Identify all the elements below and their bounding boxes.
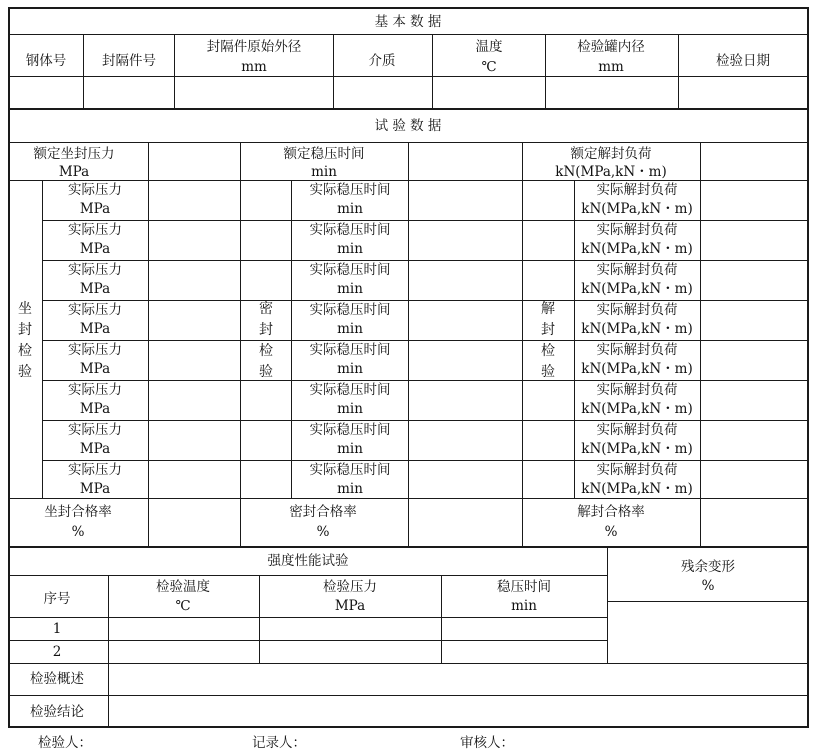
rule-horizontal: [8, 575, 608, 576]
actual-pressure: 实际压力: [68, 182, 122, 198]
actual-release-load-unit: kN(MPa,kN・m): [581, 281, 693, 297]
actual-release-load: 实际解封负荷: [596, 462, 678, 478]
actual-pressure-unit: MPa: [79, 201, 111, 217]
col-hold-time: 稳压时间: [497, 579, 551, 595]
actual-pressure-unit: MPa: [79, 401, 111, 417]
actual-hold-time: 实际稳压时间: [309, 182, 391, 198]
rule-horizontal: [8, 640, 608, 641]
actual-pressure-unit: MPa: [79, 481, 111, 497]
actual-pressure: 实际压力: [68, 462, 122, 478]
actual-hold-time-unit: min: [337, 361, 363, 377]
vertical-label-char: 封: [541, 322, 555, 338]
residual-deformation-unit: %: [701, 578, 715, 594]
col-tank-diameter: 检验罐内径: [577, 39, 645, 55]
rule-horizontal: [42, 380, 809, 381]
rule-vertical: [8, 7, 10, 727]
actual-hold-time-unit: min: [337, 481, 363, 497]
col-sequence-number: 序号: [43, 591, 71, 607]
actual-hold-time: 实际稳压时间: [309, 422, 391, 438]
test-conclusion-label: 检验结论: [30, 704, 84, 720]
actual-pressure: 实际压力: [68, 422, 122, 438]
test-overview-label: 检验概述: [30, 671, 84, 687]
col-test-temperature-unit: ℃: [175, 598, 191, 614]
actual-release-load: 实际解封负荷: [596, 222, 678, 238]
actual-pressure: 实际压力: [68, 382, 122, 398]
rule-vertical: [522, 142, 523, 547]
actual-release-load: 实际解封负荷: [596, 422, 678, 438]
seal-pass-rate: 坐封合格率: [44, 504, 112, 520]
actual-release-load: 实际解封负荷: [596, 382, 678, 398]
col-spacer-od: 封隔件原始外径: [206, 39, 302, 55]
rule-vertical: [291, 180, 292, 499]
actual-hold-time: 实际稳压时间: [309, 462, 391, 478]
rule-vertical: [607, 546, 608, 664]
rule-vertical: [574, 180, 575, 499]
actual-pressure: 实际压力: [68, 222, 122, 238]
col-test-temperature: 检验温度: [156, 579, 210, 595]
reviewer-label: 审核人：: [460, 735, 514, 751]
tight-pass-rate: 密封合格率: [289, 504, 357, 520]
actual-pressure: 实际压力: [68, 302, 122, 318]
rated-hold-time: 额定稳压时间: [283, 146, 365, 162]
actual-hold-time-unit: min: [337, 201, 363, 217]
vertical-label-char: 坐: [18, 301, 32, 317]
col-steel-number: 钢体号: [25, 53, 67, 69]
vertical-label-char: 检: [259, 343, 273, 359]
col-tank-diameter-unit: mm: [598, 59, 624, 75]
rule-horizontal: [8, 76, 809, 77]
rule-horizontal: [8, 695, 809, 696]
rule-horizontal: [8, 7, 809, 9]
actual-release-load: 实际解封负荷: [596, 342, 678, 358]
actual-hold-time-unit: min: [337, 401, 363, 417]
actual-pressure-unit: MPa: [79, 321, 111, 337]
rule-vertical: [333, 34, 334, 109]
actual-hold-time: 实际稳压时间: [309, 342, 391, 358]
rule-vertical: [108, 575, 109, 664]
vertical-label-char: 验: [259, 364, 273, 380]
rule-vertical: [148, 142, 149, 547]
rule-vertical: [259, 575, 260, 664]
vertical-label-char: 解: [541, 301, 555, 317]
inspector-label: 检验人：: [38, 735, 92, 751]
basic-data-title: 基 本 数 据: [374, 14, 442, 30]
col-spacer-od-unit: mm: [241, 59, 267, 75]
rule-horizontal: [8, 617, 608, 618]
rule-vertical: [545, 34, 546, 109]
actual-pressure-unit: MPa: [79, 281, 111, 297]
actual-hold-time: 实际稳压时间: [309, 382, 391, 398]
rule-horizontal: [42, 300, 809, 301]
actual-hold-time: 实际稳压时间: [309, 222, 391, 238]
rule-horizontal: [42, 260, 809, 261]
tight-test-group-label: [258, 299, 274, 383]
actual-release-load-unit: kN(MPa,kN・m): [581, 201, 693, 217]
actual-hold-time-unit: min: [337, 281, 363, 297]
rule-vertical: [42, 180, 43, 499]
rule-vertical: [807, 7, 809, 727]
rated-release-load-unit: kN(MPa,kN・m): [555, 164, 667, 180]
rated-hold-time-unit: min: [311, 164, 337, 180]
rule-vertical: [700, 142, 701, 547]
col-temperature: 温度: [475, 39, 503, 55]
row-number: 1: [52, 621, 62, 637]
actual-pressure-unit: MPa: [79, 441, 111, 457]
actual-release-load-unit: kN(MPa,kN・m): [581, 321, 693, 337]
vertical-label-char: 检: [18, 343, 32, 359]
col-spacer-number: 封隔件号: [102, 53, 156, 69]
rated-seal-pressure: 额定坐封压力: [33, 146, 115, 162]
col-hold-time-unit: min: [511, 598, 537, 614]
tight-pass-rate-unit: %: [316, 524, 330, 540]
actual-pressure-unit: MPa: [79, 241, 111, 257]
vertical-label-char: 封: [259, 322, 273, 338]
vertical-label-char: 验: [541, 364, 555, 380]
rule-horizontal: [8, 34, 809, 35]
vertical-label-char: 密: [259, 301, 273, 317]
rule-vertical: [240, 142, 241, 547]
recorder-label: 记录人：: [252, 735, 306, 751]
vertical-label-char: 验: [18, 364, 32, 380]
col-test-date: 检验日期: [716, 53, 770, 69]
vertical-label-char: 封: [18, 322, 32, 338]
rule-vertical: [174, 34, 175, 109]
release-test-group-label: [540, 299, 556, 383]
actual-release-load-unit: kN(MPa,kN・m): [581, 401, 693, 417]
actual-release-load: 实际解封负荷: [596, 262, 678, 278]
rule-horizontal: [8, 108, 809, 110]
actual-release-load: 实际解封负荷: [596, 302, 678, 318]
actual-release-load-unit: kN(MPa,kN・m): [581, 361, 693, 377]
seal-pass-rate-unit: %: [71, 524, 85, 540]
rule-horizontal: [42, 460, 809, 461]
col-temperature-unit: ℃: [481, 59, 497, 75]
strength-test-title: 强度性能试验: [267, 553, 349, 569]
release-pass-rate: 解封合格率: [577, 504, 645, 520]
actual-pressure: 实际压力: [68, 262, 122, 278]
rule-vertical: [408, 142, 409, 547]
actual-hold-time: 实际稳压时间: [309, 302, 391, 318]
actual-release-load-unit: kN(MPa,kN・m): [581, 241, 693, 257]
actual-pressure-unit: MPa: [79, 361, 111, 377]
actual-hold-time: 实际稳压时间: [309, 262, 391, 278]
rated-release-load: 额定解封负荷: [570, 146, 652, 162]
row-number: 2: [52, 644, 62, 660]
actual-hold-time-unit: min: [337, 321, 363, 337]
actual-release-load: 实际解封负荷: [596, 182, 678, 198]
actual-release-load-unit: kN(MPa,kN・m): [581, 441, 693, 457]
rule-vertical: [432, 34, 433, 109]
residual-deformation: 残余变形: [681, 559, 735, 575]
rule-horizontal: [8, 663, 809, 664]
rated-seal-pressure-unit: MPa: [58, 164, 90, 180]
actual-pressure: 实际压力: [68, 342, 122, 358]
test-data-title: 试 验 数 据: [374, 118, 442, 134]
rule-vertical: [83, 34, 84, 109]
vertical-label-char: 检: [541, 343, 555, 359]
rule-horizontal: [42, 420, 809, 421]
rule-horizontal: [42, 220, 809, 221]
seal-test-group-label: [17, 299, 33, 383]
col-test-pressure-unit: MPa: [334, 598, 366, 614]
actual-hold-time-unit: min: [337, 441, 363, 457]
rule-vertical: [441, 575, 442, 664]
rule-horizontal: [607, 601, 809, 602]
rule-vertical: [108, 663, 109, 727]
actual-hold-time-unit: min: [337, 241, 363, 257]
col-medium: 介质: [368, 53, 396, 69]
rule-horizontal: [42, 340, 809, 341]
actual-release-load-unit: kN(MPa,kN・m): [581, 481, 693, 497]
rule-vertical: [678, 34, 679, 109]
rule-horizontal: [8, 726, 809, 728]
release-pass-rate-unit: %: [604, 524, 618, 540]
col-test-pressure: 检验压力: [323, 579, 377, 595]
